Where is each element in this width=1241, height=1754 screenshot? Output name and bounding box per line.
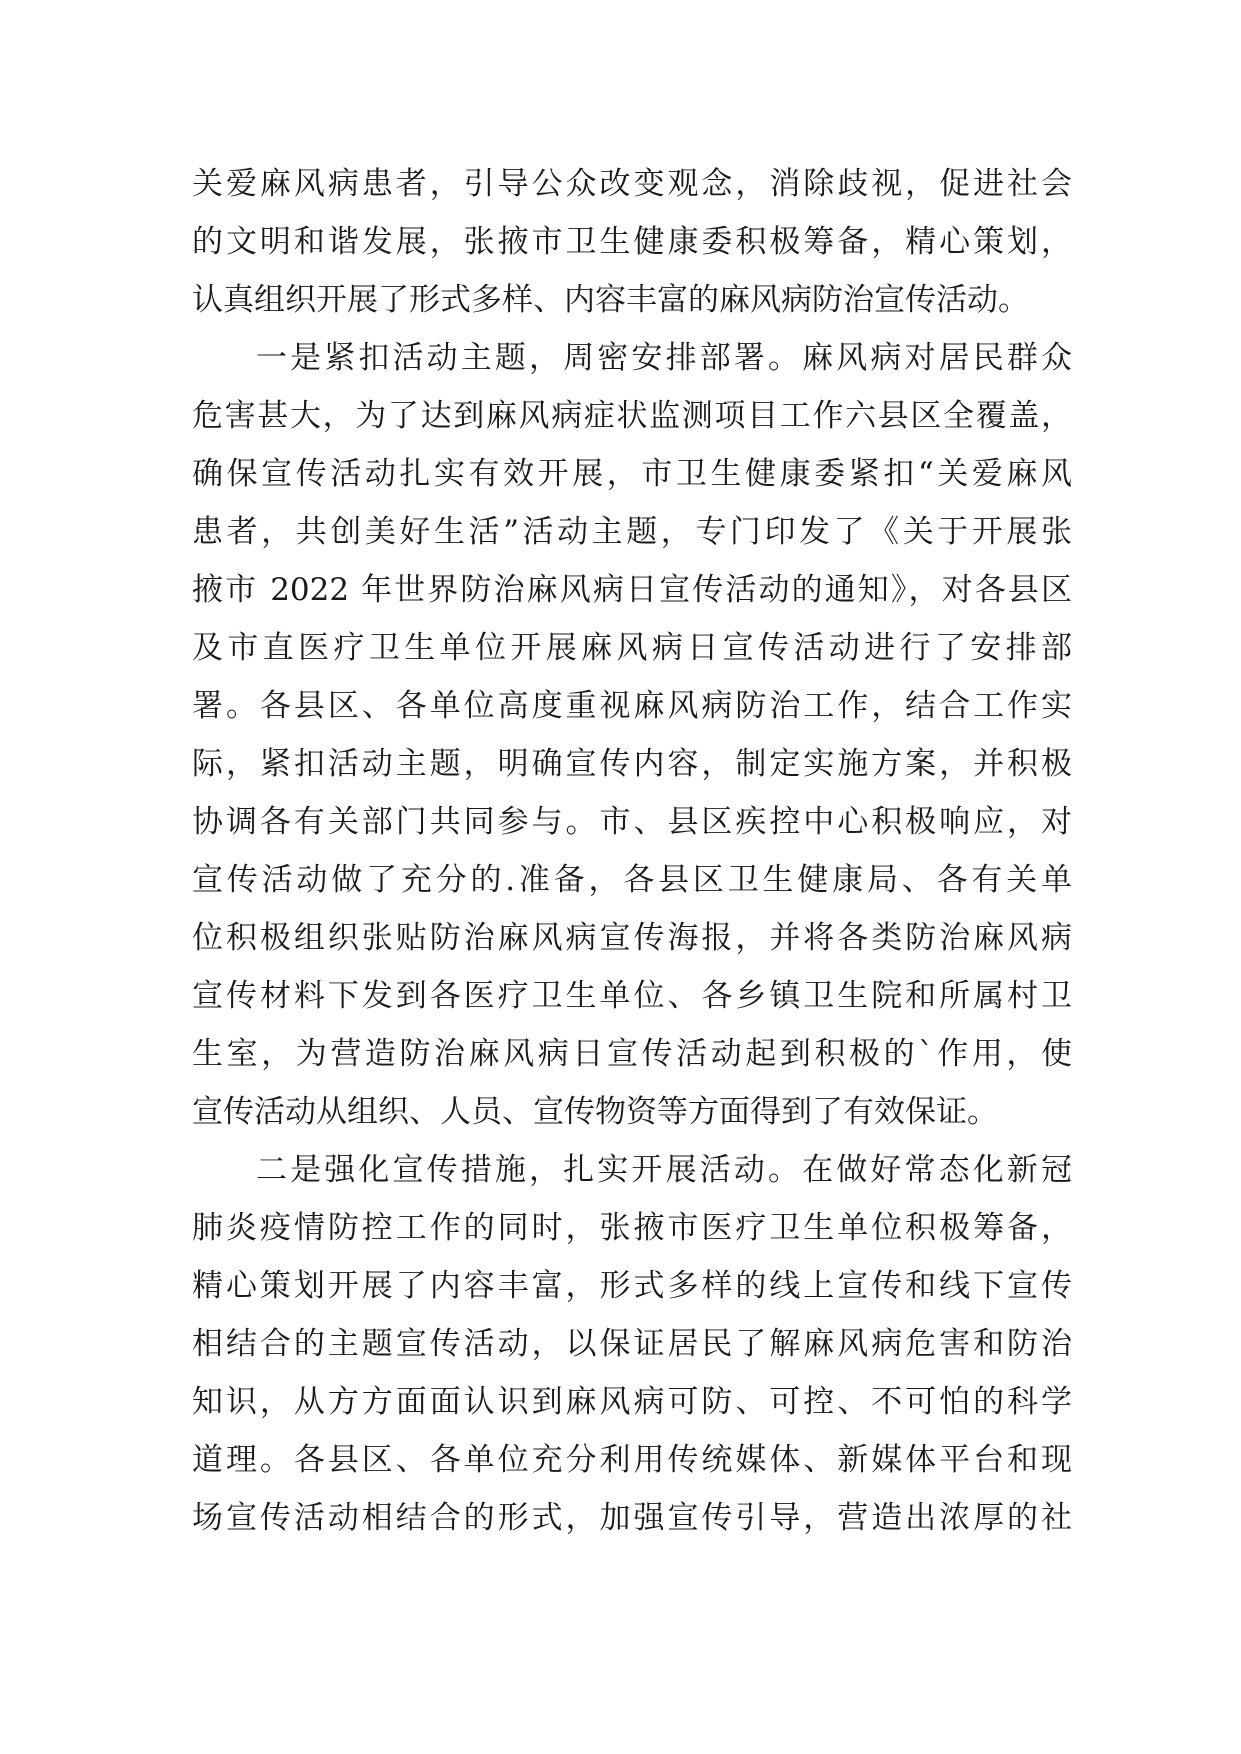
text-line-6: 确保宣传活动扎实有效开展，市卫生健康委紧扣“关爱麻风: [192, 456, 1072, 492]
text-line-10: 署。各县区、各单位高度重视麻风病防治工作，结合工作实: [192, 688, 1072, 724]
text-line-11: 际，紧扣活动主题，明确宣传内容，制定实施方案，并积极: [192, 746, 1072, 782]
text-line-3: 认真组织开展了形式多样、内容丰富的麻风病防治宣传活动。: [192, 282, 1029, 318]
document-body: [192, 155, 1072, 1547]
text-line-12: 协调各有关部门共同参与。市、县区疾控中心积极响应，对: [192, 804, 1072, 840]
text-line-13: 宣传活动做了充分的.准备，各县区卫生健康局、各有关单: [192, 862, 1072, 898]
text-line-5: 危害甚大，为了达到麻风病症状监测项目工作六县区全覆盖，: [192, 398, 1072, 434]
text-line-7: 患者，共创美好生活”活动主题，专门印发了《关于开展张: [192, 514, 1072, 550]
text-line-14: 位积极组织张贴防治麻风病宣传海报，并将各类防治麻风病: [192, 920, 1072, 956]
text-line-21: 相结合的主题宣传活动，以保证居民了解麻风病危害和防治: [192, 1326, 1072, 1362]
text-line-22: 知识，从方方面面认识到麻风病可防、可控、不可怕的科学: [192, 1384, 1072, 1420]
text-line-20: 精心策划开展了内容丰富，形式多样的线上宣传和线下宣传: [192, 1268, 1072, 1304]
text-line-16: 生室，为营造防治麻风病日宣传活动起到积极的`作用，使: [192, 1036, 1072, 1072]
text-line-15: 宣传材料下发到各医疗卫生单位、各乡镇卫生院和所属村卫: [192, 978, 1072, 1014]
text-line-8: 掖市 2022 年世界防治麻风病日宣传活动的通知》，对各县区: [192, 572, 1072, 608]
text-line-23: 道理。各县区、各单位充分利用传统媒体、新媒体平台和现: [192, 1442, 1072, 1478]
text-line-9: 及市直医疗卫生单位开展麻风病日宣传活动进行了安排部: [192, 630, 1072, 666]
text-line-4: 一是紧扣活动主题，周密安排部署。麻风病对居民群众: [256, 340, 1072, 376]
text-line-1: 关爱麻风病患者，引导公众改变观念，消除歧视，促进社会: [192, 166, 1072, 202]
text-line-18: 二是强化宣传措施，扎实开展活动。在做好常态化新冠: [256, 1152, 1072, 1188]
text-line-24: 场宣传活动相结合的形式，加强宣传引导，营造出浓厚的社: [192, 1500, 1072, 1536]
text-line-2: 的文明和谐发展，张掖市卫生健康委积极筹备，精心策划，: [192, 224, 1072, 260]
text-line-19: 肺炎疫情防控工作的同时，张掖市医疗卫生单位积极筹备，: [192, 1210, 1072, 1246]
text-line-17: 宣传活动从组织、人员、宣传物资等方面得到了有效保证。: [192, 1094, 998, 1130]
